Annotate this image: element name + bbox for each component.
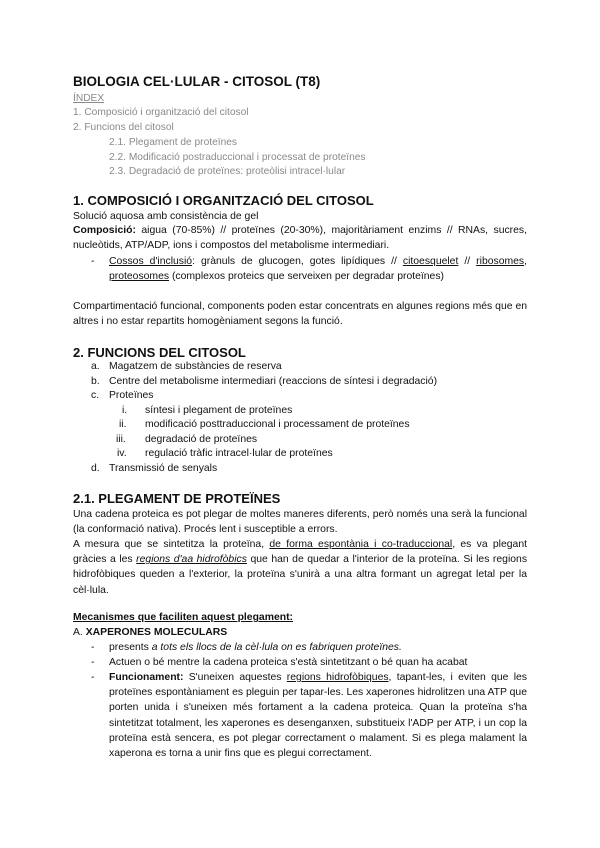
folding-paragraph-2	[73, 537, 527, 598]
p2-underline: de forma espontània i co-traduccional	[269, 539, 453, 550]
section-2-1-heading: 2.1. PLEGAMENT DE PROTEÏNES	[73, 491, 281, 506]
folding-paragraph-1: Una cadena proteica es pot plegar de moltes maneres diferents, però només una serà la funcional (la conformació nativa). Procés lent i susceptible a errors.	[73, 509, 527, 536]
bullet-dash: -	[91, 256, 95, 267]
sublist-marker: i.	[122, 405, 128, 416]
toc-item-2-3[interactable]: 2.3. Degradació de proteïnes: proteòlisi intracel·lular	[109, 166, 346, 177]
inclusion-bodies-item	[109, 254, 527, 284]
protein-subitem-ii: modificació posttraduccional i processament de proteïnes	[145, 419, 410, 430]
composition-label: Composició:	[73, 225, 136, 236]
list-marker: d.	[91, 463, 100, 474]
toc-item-1[interactable]: 1. Composició i organització del citosol	[73, 107, 249, 118]
sublist-marker: iv.	[117, 448, 127, 459]
comma-text: ,	[524, 256, 527, 267]
p2-italic-underline: regions d'aa hidrofòbics	[136, 554, 247, 566]
proteosomes-text: (complexos proteics que serveixen per degradar proteïnes)	[169, 271, 444, 283]
protein-subitem-iv: regulació tràfic intracel·lular de proteïnes	[145, 448, 333, 459]
p2-text-b: , es va plegant gràcies a les	[73, 539, 527, 566]
chaperones-title-line	[73, 625, 227, 640]
b3-text-b: , tapant-les, i eviten que les proteïnes espontàniament es pleguin per tapar-les. Les xaperones hidrolitzen una ATP que porten unida i s'uneixen més fortament a la cadena proteica. Quan la proteïna s'ha sintetitzat totalment, les xaperones es desenganxen, substitueix l'ADP per ATP, i un cop la proteïna està sencera, es pot plegar correctament o malament. Si es plega malament la xaperona es torna a unir fins que es plegui correctament.	[109, 672, 527, 760]
composition-text: aigua (70-85%) // proteïnes (20-30%), majoritàriament enzims // RNAs, sucres, nucleòtids, ATP/ADP, ions i compostos del metabolisme intermediari.	[73, 225, 527, 252]
mechanisms-title: Mecanismes que faciliten aquest plegament:	[73, 612, 293, 623]
b3-underline: regions hidrofòbiques	[286, 672, 389, 683]
functioning-label: Funcionament:	[109, 672, 184, 683]
proteosomes-link: proteosomes	[109, 271, 170, 283]
toc-item-2[interactable]: 2. Funcions del citosol	[73, 122, 174, 133]
p2-text-c: que han de quedar a l'interior de la proteïna. Si les regions hidrofòbiques queden a l'exterior, la proteïna s'unirà a una altra formant un agregat letal per la cèl·lula.	[73, 554, 528, 596]
chaperone-bullet-2: Actuen o bé mentre la cadena proteica s'està sintetitzant o bé quan ha acabat	[109, 657, 468, 668]
function-item-a: Magatzem de substàncies de reserva	[109, 361, 282, 372]
separator-text: //	[458, 256, 477, 267]
protein-subitem-i: síntesi i plegament de proteïnes	[145, 405, 293, 416]
bullet-dash: -	[91, 657, 95, 668]
p2-text-a: A mesura que se sintetitza la proteïna,	[73, 539, 270, 550]
function-item-b: Centre del metabolisme intermediari (reaccions de síntesi i degradació)	[109, 376, 438, 387]
list-marker: c.	[91, 390, 100, 401]
toc-item-2-1[interactable]: 2.1. Plegament de proteïnes	[109, 137, 237, 148]
list-marker: a.	[91, 361, 100, 372]
section-1-intro: Solució aquosa amb consistència de gel	[73, 211, 259, 222]
toc-heading[interactable]: ÍNDEX	[73, 93, 105, 104]
bullet-dash: -	[91, 672, 95, 683]
section-2-heading: 2. FUNCIONS DEL CITOSOL	[73, 345, 246, 360]
chaperones-prefix: A.	[73, 627, 86, 638]
cytoskeleton-link: citoesquelet	[402, 256, 459, 267]
composition-paragraph	[73, 223, 527, 253]
sublist-marker: iii.	[116, 434, 126, 445]
bullet-dash: -	[91, 642, 95, 653]
section-1-heading: 1. COMPOSICIÓ I ORGANITZACIÓ DEL CITOSOL	[73, 193, 374, 208]
sublist-marker: ii.	[119, 419, 127, 430]
b3-text-a: S'uneixen aquestes	[183, 672, 287, 683]
chaperone-bullet-1	[109, 640, 402, 655]
ribosomes-link: ribosomes	[476, 256, 525, 267]
toc-item-2-2[interactable]: 2.2. Modificació postraduccional i processat de proteïnes	[109, 152, 366, 163]
list-marker: b.	[91, 376, 100, 387]
document-title: BIOLOGIA CEL·LULAR - CITOSOL (T8)	[73, 74, 321, 89]
compartment-paragraph: Compartimentació funcional, components poden estar concentrats en algunes regions més que en altres i no estar repartits homogèniament segons la funció.	[73, 301, 527, 328]
chaperone-bullet-3	[109, 670, 527, 761]
b1-italic: a tots els llocs de la cèl·lula on es fabriquen proteïnes.	[151, 642, 402, 653]
function-item-d: Transmissió de senyals	[109, 463, 218, 474]
b1-text: presents	[109, 642, 152, 653]
inclusion-bodies-label: Cossos d'inclusió	[109, 256, 193, 267]
inclusion-bodies-text: : grànuls de glucogen, gotes lipídiques //	[192, 256, 403, 267]
chaperones-title: XAPERONES MOLECULARS	[85, 627, 228, 638]
protein-subitem-iii: degradació de proteïnes	[145, 434, 258, 445]
function-item-c: Proteïnes	[109, 390, 154, 401]
